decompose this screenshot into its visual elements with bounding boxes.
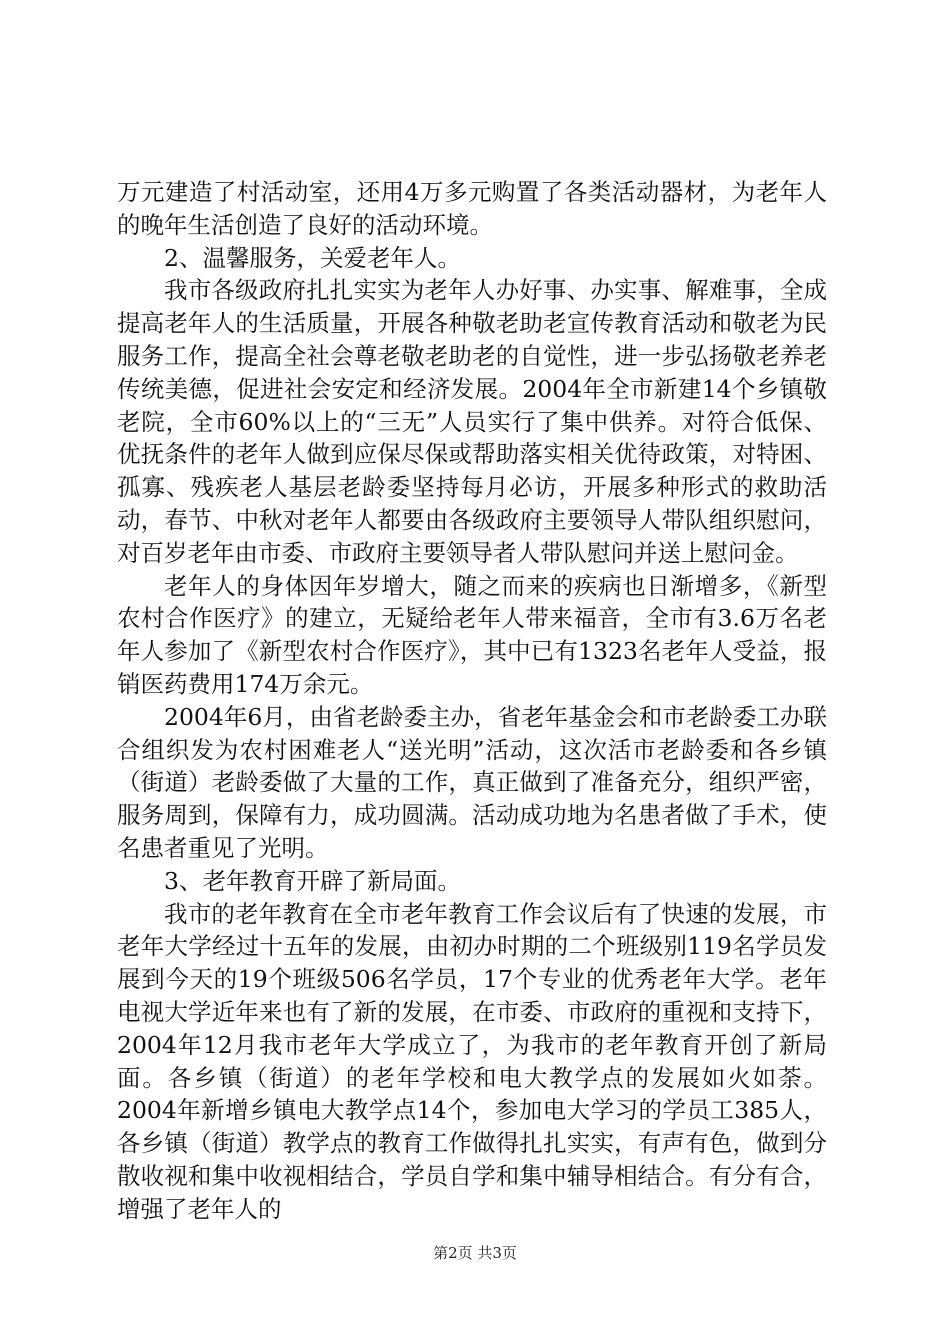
page-footer: 第2页 共3页 bbox=[433, 1244, 517, 1262]
paragraph-rural-medical-care: 老年人的身体因年岁增大，随之而来的疾病也日渐增多，《新型农村合作医疗》的建立，无疑给老年人带来福音，全市有3.6万名老年人参加了《新型农村合作医疗》，其中已有1323名老年人受益，报销医药费用174万余元。 bbox=[117, 571, 827, 698]
section-heading-3: 3、老年教育开辟了新局面。 bbox=[164, 866, 461, 895]
section-heading-2: 2、温馨服务，关爱老年人。 bbox=[164, 243, 461, 272]
paragraph-send-light-campaign: 2004年6月，由省老龄委主办，省老年基金会和市老龄委工办联合组织发为农村困难老人“送光明”活动，这次活市老龄委和各乡镇（街道）老龄委做了大量的工作，真正做到了准备充分，组织严密，服务周到，保障有力，成功圆满。活动成功地为名患者做了手术，使名患者重见了光明。 bbox=[117, 702, 827, 862]
paragraph-continuation: 万元建造了村活动室，还用4万多元购置了各类活动器材，为老年人的晚年生活创造了良好的活动环境。 bbox=[117, 178, 827, 239]
paragraph-elderly-education: 我市的老年教育在全市老年教育工作会议后有了快速的发展，市老年大学经过十五年的发展，由初办时期的二个班级别119名学员发展到今天的19个班级506名学员，17个专业的优秀老年大学。老年电视大学近年来也有了新的发展，在市委、市政府的重视和支持下，2004年12月我市老年大学成立了，为我市的老年教育开创了新局面。各乡镇（街道）的老年学校和电大教学点的发展如火如荼。2004年新增乡镇电大教学点14个，参加电大学习的学员工385人，各乡镇（街道）教学点的教育工作做得扎扎实实，有声有色，做到分散收视和集中收视相结合，学员自学和集中辅导相结合。有分有合，增强了老年人的 bbox=[117, 899, 827, 1223]
document-body bbox=[117, 176, 827, 1226]
paragraph-government-services: 我市各级政府扎扎实实为老年人办好事、办实事、解难事，全成提高老年人的生活质量，开展各种敬老助老宣传教育活动和敬老为民服务工作，提高全社会尊老敬老助老的自觉性，进一步弘扬敬老养老传统美德，促进社会安定和经济发展。2004年全市新建14个乡镇敬老院，全市60%以上的“三无”人员实行了集中供养。对符合低保、优抚条件的老年人做到应保尽保或帮助落实相关优待政策，对特困、孤寡、残疾老人基层老龄委坚持每月必访，开展多种形式的救助活动，春节、中秋对老年人都要由各级政府主要领导人带队组织慰问，对百岁老年由市委、市政府主要领导者人带队慰问并送上慰问金。 bbox=[117, 276, 827, 567]
